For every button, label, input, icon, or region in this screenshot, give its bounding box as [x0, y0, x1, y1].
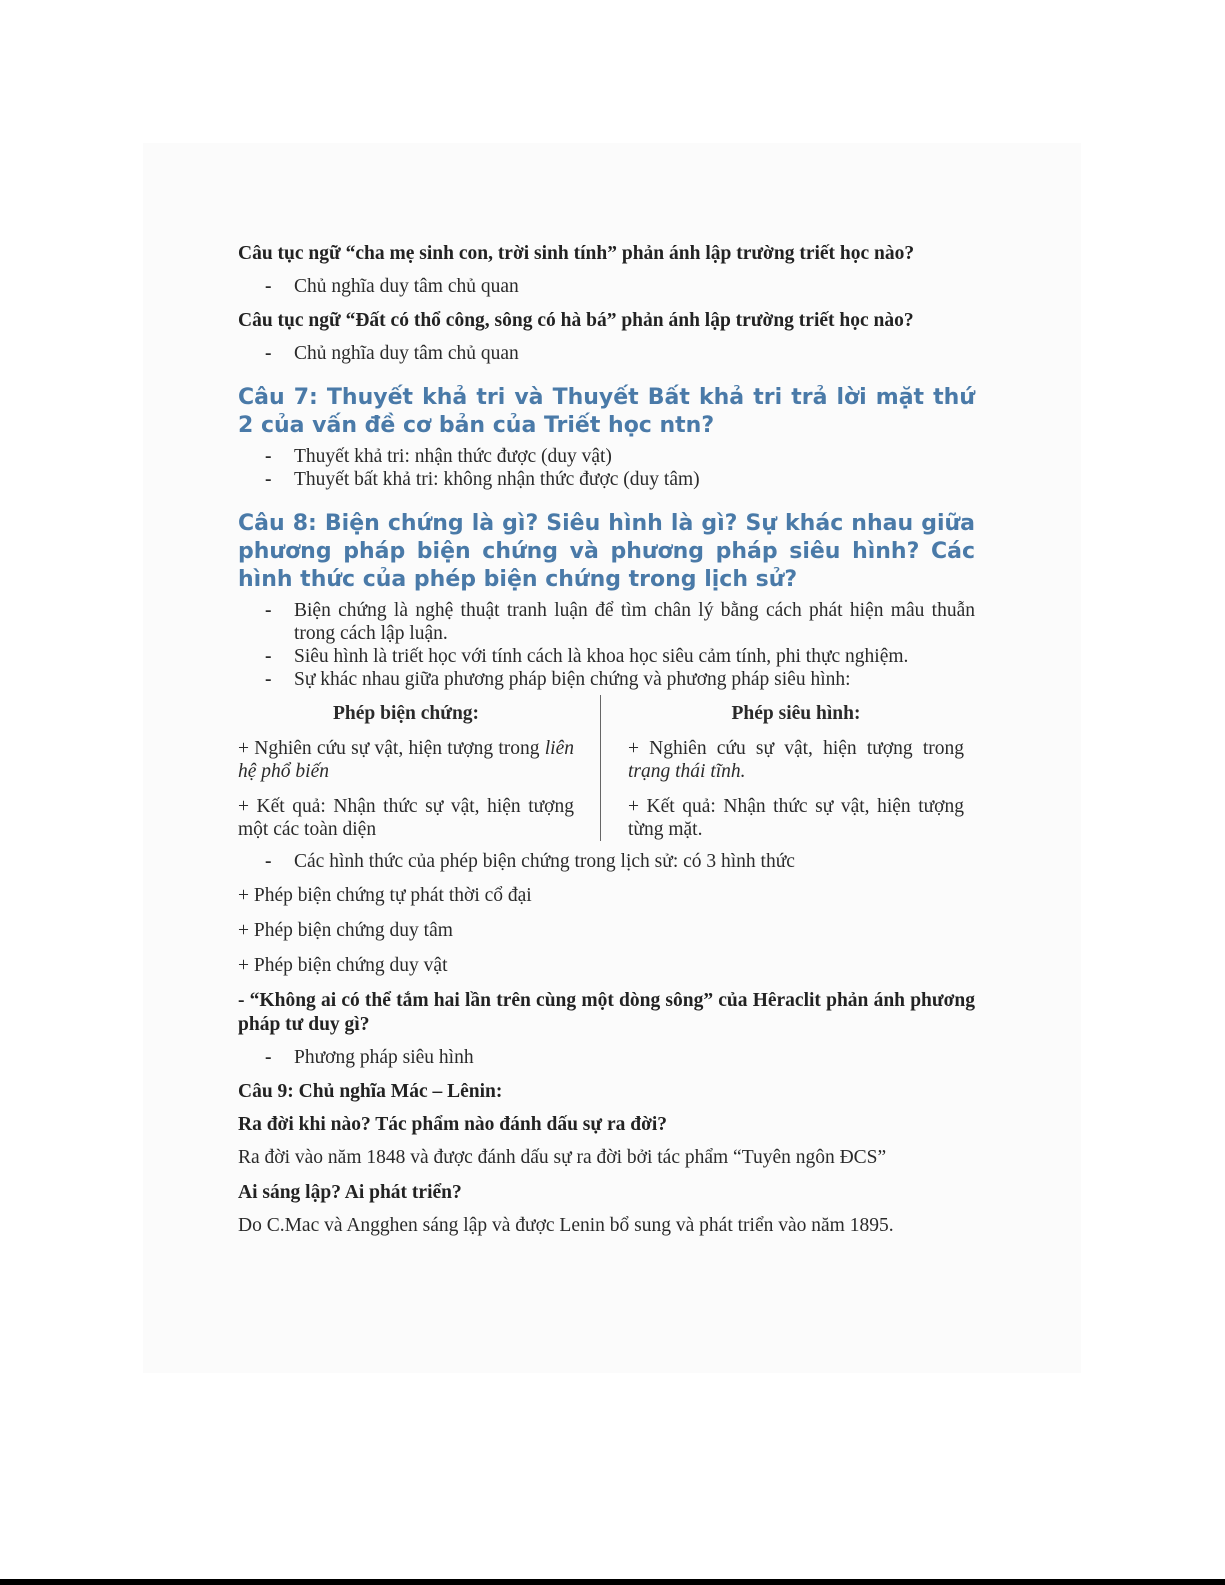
metaphysics-title: Phép siêu hình:	[731, 703, 861, 724]
comparison-table	[238, 695, 975, 841]
question-9b: Ai sáng lập? Ai phát triển?	[238, 1182, 462, 1203]
q8-bullet	[238, 599, 975, 645]
bullet-text: Thuyết khả tri: nhận thức được (duy vật)	[294, 446, 612, 467]
bullet-dash: -	[265, 851, 272, 872]
bullet-dash: -	[265, 646, 272, 667]
bullet-text: Sự khác nhau giữa phương pháp biện chứng và phương pháp siêu hình:	[294, 669, 851, 690]
q7-bullet	[238, 468, 975, 491]
metaphysics-column	[601, 695, 964, 841]
bullet-text: Các hình thức của phép biện chứng trong lịch sử: có 3 hình thức	[294, 851, 795, 872]
point-text: + Nghiên cứu sự vật, hiện tượng trong	[238, 738, 540, 759]
heading-question-7: Câu 7: Thuyết khả tri và Thuyết Bất khả tri trả lời mặt thứ 2 của vấn đề cơ bản của Triết học ntn?	[238, 385, 975, 438]
bullet-text: Siêu hình là triết học với tính cách là khoa học siêu cảm tính, phi thực nghiệm.	[294, 646, 909, 667]
bullet-dash: -	[265, 276, 272, 297]
bullet-dash: -	[265, 446, 272, 467]
dialectic-point-1	[238, 737, 574, 783]
form-item: + Phép biện chứng duy vật	[238, 955, 448, 976]
q8-bullet	[238, 668, 975, 691]
document-body	[238, 242, 975, 1249]
bullet-dash: -	[265, 600, 272, 621]
dialectic-column	[238, 695, 600, 841]
metaphysics-point-1	[628, 737, 964, 783]
question-9a: Ra đời khi nào? Tác phẩm nào đánh dấu sự ra đời?	[238, 1114, 668, 1135]
bullet-dash: -	[265, 343, 272, 364]
question-proverb-1: Câu tục ngữ “cha mẹ sinh con, trời sinh tính” phản ánh lập trường triết học nào?	[238, 243, 915, 264]
form-item: + Phép biện chứng tự phát thời cổ đại	[238, 885, 532, 906]
metaphysics-point-2: + Kết quả: Nhận thức sự vật, hiện tượng từng mặt.	[628, 796, 964, 840]
answer-9b: Do C.Mac và Angghen sáng lập và được Lenin bổ sung và phát triển vào năm 1895.	[238, 1215, 894, 1236]
question-proverb-2: Câu tục ngữ “Đất có thổ công, sông có hà bá” phản ánh lập trường triết học nào?	[238, 310, 914, 331]
bullet-dash: -	[265, 1047, 272, 1068]
form-item: + Phép biện chứng duy tâm	[238, 920, 453, 941]
answer-heraclitus	[238, 1046, 975, 1069]
dialectic-point-2: + Kết quả: Nhận thức sự vật, hiện tượng một các toàn diện	[238, 796, 574, 840]
q8-bullet	[238, 645, 975, 668]
point-emphasis: trạng thái tĩnh.	[628, 761, 746, 782]
bullet-dash: -	[265, 669, 272, 690]
answer-text: Phương pháp siêu hình	[294, 1047, 474, 1068]
forms-bullet	[238, 850, 975, 873]
point-text: + Nghiên cứu sự vật, hiện tượng trong	[628, 738, 964, 759]
point-emphasis: liên hệ phổ biến	[238, 738, 575, 782]
answer-proverb-1	[238, 275, 975, 298]
bullet-text: Thuyết bất khả tri: không nhận thức được (duy tâm)	[294, 469, 700, 490]
dialectic-title: Phép biện chứng:	[332, 703, 480, 724]
heading-question-8: Câu 8: Biện chứng là gì? Siêu hình là gì? Sự khác nhau giữa phương pháp biện chứng và phương pháp siêu hình? Các hình thức của phép biện chứng trong lịch sử?	[238, 511, 975, 592]
question-heraclitus: - “Không ai có thể tắm hai lần trên cùng một dòng sông” của Hêraclit phản ánh phương pháp tư duy gì?	[238, 990, 975, 1035]
bullet-text: Biện chứng là nghệ thuật tranh luận để tìm chân lý bằng cách phát hiện mâu thuẫn trong cách lập luận.	[294, 600, 975, 644]
answer-text: Chủ nghĩa duy tâm chủ quan	[294, 276, 519, 297]
bottom-border	[0, 1579, 1225, 1585]
heading-question-9: Câu 9: Chủ nghĩa Mác – Lênin:	[238, 1081, 503, 1102]
answer-text: Chủ nghĩa duy tâm chủ quan	[294, 343, 519, 364]
q7-bullet	[238, 445, 975, 468]
answer-proverb-2	[238, 342, 975, 365]
bullet-dash: -	[265, 469, 272, 490]
answer-9a: Ra đời vào năm 1848 và được đánh dấu sự ra đời bởi tác phẩm “Tuyên ngôn ĐCS”	[238, 1147, 887, 1168]
